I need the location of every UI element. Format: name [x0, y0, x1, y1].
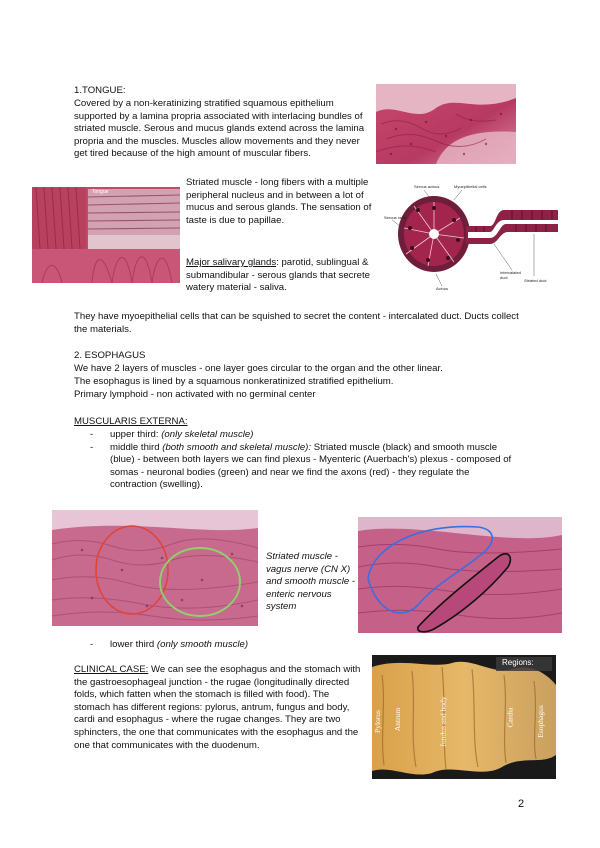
stomach-regions-image: [372, 655, 556, 779]
esophagus-line-1: We have 2 layers of muscles - one layer goes circular to the organ and the other linear.: [74, 363, 443, 374]
tongue-muscle-image: [32, 187, 180, 283]
esophagus-title: 2. ESOPHAGUS: [74, 350, 146, 361]
esophagus-line-3: Primary lymphoid - non activated with no germinal center: [74, 389, 316, 400]
major-salivary-glands-text: [186, 257, 372, 295]
label-serous-acini: Serous acinus: [414, 184, 440, 189]
region-cardia: Cardia: [505, 707, 515, 728]
muscularis-externa-title: MUSCULARIS EXTERNA:: [74, 416, 188, 427]
tongue-paragraph: Covered by a non-keratinizing stratified squamous epithelium supported by a lamina propria associated with interlacing bundles of striated muscle. Serous and mucus glands extend across the lamina propria and the muscles. Muscles allow movements and they never get tired because of the high amount of muscular fibers.: [74, 98, 365, 160]
list-item-upper-third: - upper third: (only skeletal muscle): [90, 429, 515, 442]
esophagus-muscle-layers-image: [358, 517, 562, 633]
tongue-histology-image: [376, 84, 516, 164]
salivary-gland-diagram: [384, 182, 558, 294]
region-fundus-and-body: fundus and body: [438, 696, 448, 747]
clinical-case-text: [74, 664, 364, 752]
label-acinus: Acinus: [436, 286, 449, 291]
label-myoepithelial: Myoepithelial cells: [454, 184, 487, 189]
list-item-lower-third: - lower third (only smooth muscle): [90, 639, 515, 652]
label-intercalated-duct: Intercalated duct: [500, 270, 521, 280]
tongue-image-label: Tongue: [92, 189, 109, 195]
list-item-middle-third: - middle third (both smooth and skeletal muscle): Striated muscle (black) and smooth muscle (blue) - between both layers we can find plexus - Myenteric (Auerbach's) plexus - composed of somas - neuronal bodies (green) and near we find the axons (red) - they regulate the contraction (swelling).: [90, 442, 515, 492]
esophagus-middle-third-image: [52, 510, 258, 626]
clinical-case-desc: We can see the esophagus and the stomach with the gastroesophageal junction - the rugae (longitudinally directed folds, which fatten when the stomach is filled with food). The stomach has different regions: pylorus, antrum, fungus and body, cardi and esophagus - where the rugae changes. They are two sphincters, the one that communicates with the esophagus and the one that communicates with the duodenum.: [74, 664, 361, 751]
major-salivary-glands-label: Major salivary glands: [186, 257, 277, 268]
region-pylorus: Pylorus: [372, 710, 382, 733]
regions-title: Regions:: [502, 658, 534, 667]
major-salivary-glands-desc: : parotid, sublingual & submandibular - serous glands that secrete watery material - saliva.: [186, 257, 370, 294]
region-antrum: Antrum: [393, 707, 403, 732]
region-esophagus: Esophagus: [535, 705, 545, 738]
striated-muscle-text: Striated muscle - long fibers with a multiple peripheral nucleus and in between a lot of mucus and serous glands. The sensation of taste is due to papillae.: [186, 177, 372, 226]
label-serous-cells: Serous cells: [384, 215, 406, 220]
label-striated-duct: Striated duct: [524, 278, 547, 283]
muscularis-list: [90, 429, 515, 492]
esophagus-line-2: The esophagus is lined by a squamous nonkeratinized stratified epithelium.: [74, 376, 394, 387]
myoepithelial-text: They have myoepithelial cells that can be squished to secret the content - intercalated duct. Ducts collect the materials.: [74, 311, 519, 335]
tongue-title: 1.TONGUE:: [74, 85, 126, 96]
muscularis-list-lower: [90, 639, 515, 652]
page-number: 2: [518, 798, 525, 810]
clinical-case-label: CLINICAL CASE:: [74, 664, 149, 675]
striated-muscle-caption: Striated muscle - vagus nerve (CN X) and smooth muscle - enteric nervous system: [266, 551, 356, 613]
